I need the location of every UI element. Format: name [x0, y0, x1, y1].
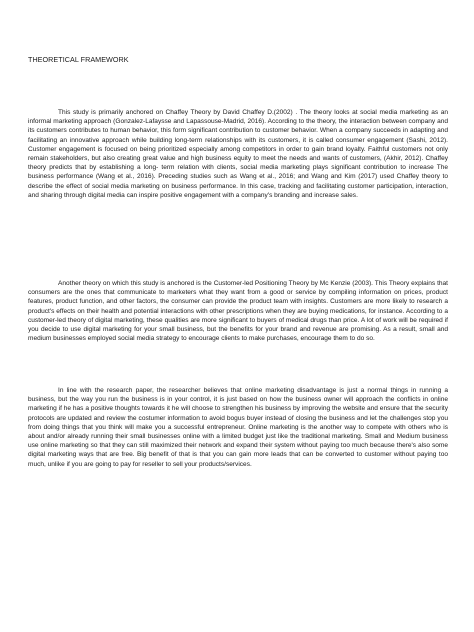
- paragraph-customer-led-theory: Another theory on which this study is anchored is the Customer-led Positioning Theory by Mc Kenzie (2003). This Theory explains that consumers are the ones that communicate to marketers what they want from a good or service by compiling information on prices, product features, product function, and other factors, the consumer can provide the product team with insights. Customers are more likely to research a product's effects on their health and potential interactions with other prescriptions when they are buying medications, for instance. According to a customer-led theory of digital marketing, these qualities are more significant to buyers of medical drugs than price. A lot of work will be required if you decide to use digital marketing for your small business, but the benefits for your brand and revenue are promising. As a result, small and medium businesses employed social media strategy to encourage clients to make purchases, encourage them to do so.: [28, 280, 448, 343]
- paragraph-chaffey-theory: This study is primarily anchored on Chaffey Theory by David Chaffey D.(2002) . The theory looks at social media marketing as an informal marketing approach (Gonzalez-Lafaysse and Lapassouse-Madrid, 2016). According to the theory, the interaction between company and its customers contributes to human behavior, this form significant contribution to customer behavior. When a company succeeds in adapting and facilitating an innovative approach while building long-term relationships with its customers, it is called consumer engagement (Sashi, 2012). Customer engagement is focused on being prioritized especially among competitors in order to gain brand loyalty. Faithful customers not only remain stakeholders, but also creating great value and high business equity to meet the needs and wants of customers, (Akhir, 2012). Chaffey theory predicts that by establishing a long- term relation with clients, social media marketing plays significant contribution to increase The business performance (Wang et al., 2016). Preceding studies such as Wang et al., 2016; and Wang and Kim (2017) used Chaffey theory to describe the effect of social media marketing on business performance. In this case, tracking and facilitating customer participation, interaction, and sharing through digital media can inspire positive engagement with a company's branding and increase sales.: [28, 109, 448, 199]
- section-heading: THEORETICAL FRAMEWORK: [28, 55, 129, 64]
- paragraph-researcher-view: In line with the research paper, the researcher believes that online marketing disadvantage is just a normal things in running a business, but the way you run the business is in your control, it is just based on how the business owner will approach the conflicts in online marketing if he has a positive thoughts towards it he will choose to strengthen his business by improving the website and ensure that the security protocols are updated and review the costumer information to avoid bogus buyer instead of closing the business and let the challenges stop you from doing things that you think will make you a successful entrepreneur. Online marketing is the another way to compete with others who is about and/or already running their small businesses online with a limited budget just like the traditional marketing. Small and Medium business use online marketing so that they can still maximized their network and expand their system without paying too much because there's also some digital marketing ways that are free. Big benefit of that is that you can gain more leads that can be converted to customer without paying too much, unlike if you are going to pay for reseller to sell your products/services.: [28, 387, 448, 468]
